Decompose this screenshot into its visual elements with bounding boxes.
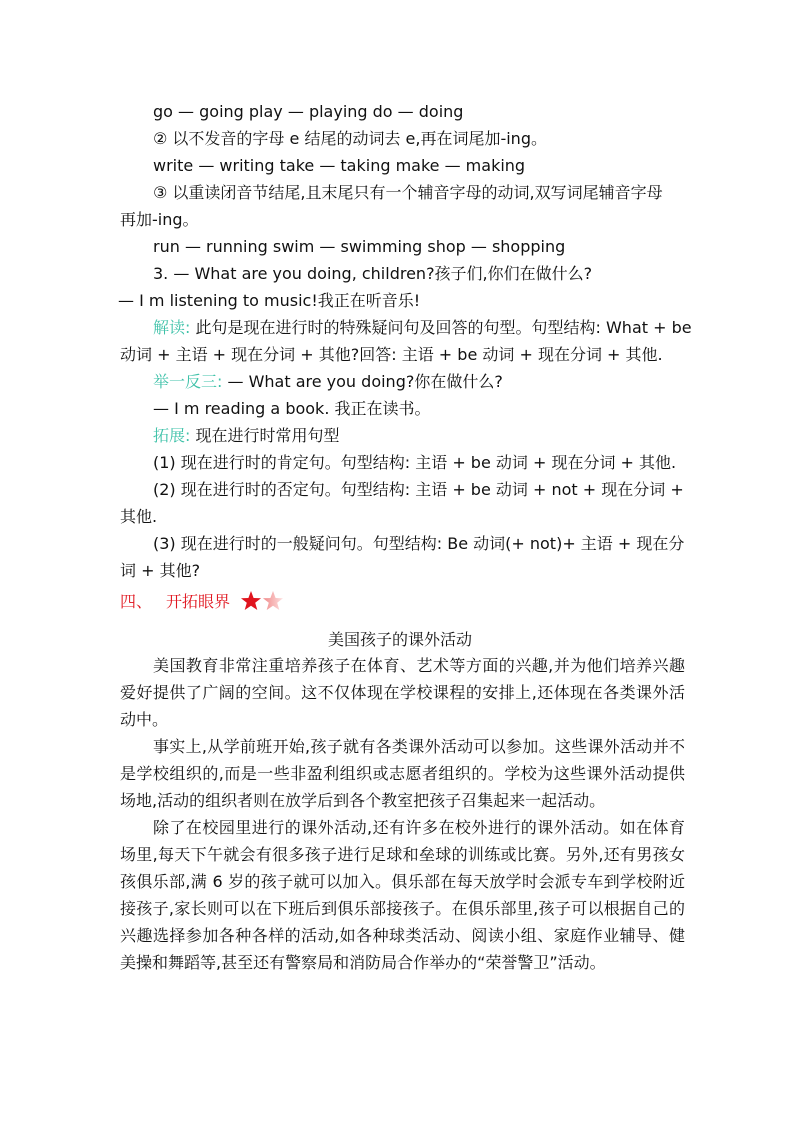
rule-2: ② 以不发音的字母 e 结尾的动词去 e,再在词尾加-ing。 [153, 129, 547, 148]
extension-line [153, 426, 340, 446]
rule-3: ③ 以重读闭音节结尾,且末尾只有一个辅音字母的动词,双写词尾辅音字母 [153, 183, 663, 202]
verb-example-line-1: go — going play — playing do — doing [153, 102, 464, 121]
practice-label: 举一反三: [153, 372, 223, 391]
extension-text: 现在进行时常用句型 [195, 426, 340, 445]
star-icon [263, 591, 283, 610]
star-icon [241, 591, 261, 610]
article-paragraph-1: 美国教育非常注重培养孩子在体育、艺术等方面的兴趣,并为他们培养兴趣爱好提供了广阔的空间。这不仅体现在学校课程的安排上,还体现在各类课外活动中。 [120, 656, 685, 729]
article-title: 美国孩子的课外活动 [327, 630, 472, 649]
extension-label: 拓展: [153, 426, 191, 445]
explanation-label: 解读: [153, 318, 191, 337]
point-3-question: 3. — What are you doing, children?孩子们,你们在做什么? [153, 264, 593, 283]
difficulty-stars [240, 590, 286, 612]
section-number: 四、 [120, 592, 153, 611]
explanation-line [153, 318, 692, 338]
point-3-answer: — I m listening to music!我正在听音乐! [118, 291, 421, 310]
article-paragraph-3: 除了在校园里进行的课外活动,还有许多在校外进行的课外活动。如在体育场里,每天下午就会有很多孩子进行足球和垒球的训练或比赛。另外,还有男孩女孩俱乐部,满 6 岁的孩子就可以加入。俱乐部在每天放学时会派专车到学校附近接孩子,家长则可以在下班后到俱乐部接孩子。在俱乐部里,孩子可以根据自己的兴趣选择参加各种各样的活动,如各种球类活动、阅读小组、家庭作业辅导、健美操和舞蹈等,甚至还有警察局和消防局合作举办的“荣誉警卫”活动。 [120, 818, 685, 972]
section-title: 开拓眼界 [166, 592, 231, 611]
rule-3-cont: 再加-ing。 [120, 210, 199, 229]
sentence-type-2-cont: 其他. [120, 507, 158, 526]
section-heading [120, 592, 230, 612]
sentence-type-3: (3) 现在进行时的一般疑问句。句型结构: Be 动词(+ not)+ 主语 + 现在分 [153, 534, 685, 553]
sentence-type-2: (2) 现在进行时的否定句。句型结构: 主语 + be 动词 + not + 现在分词 + [153, 480, 684, 499]
article-paragraph-2: 事实上,从学前班开始,孩子就有各类课外活动可以参加。这些课外活动并不是学校组织的,而是一些非盈利组织或志愿者组织的。学校为这些课外活动提供场地,活动的组织者则在放学后到各个教室把孩子召集起来一起活动。 [120, 737, 685, 810]
practice-answer: — I m reading a book. 我正在读书。 [153, 399, 431, 418]
verb-example-line-2: write — writing take — taking make — making [153, 156, 526, 175]
practice-line [153, 372, 503, 392]
verb-example-line-3: run — running swim — swimming shop — shopping [153, 237, 566, 256]
sentence-type-3-cont: 词 + 其他? [120, 561, 201, 580]
sentence-type-1: (1) 现在进行时的肯定句。句型结构: 主语 + be 动词 + 现在分词 + 其他. [153, 453, 677, 472]
explanation-text: 此句是现在进行时的特殊疑问句及回答的句型。句型结构: What + be [195, 318, 692, 337]
explanation-cont: 动词 + 主语 + 现在分词 + 其他?回答: 主语 + be 动词 + 现在分词 + 其他. [120, 345, 663, 364]
practice-text: — What are you doing?你在做什么? [227, 372, 503, 391]
